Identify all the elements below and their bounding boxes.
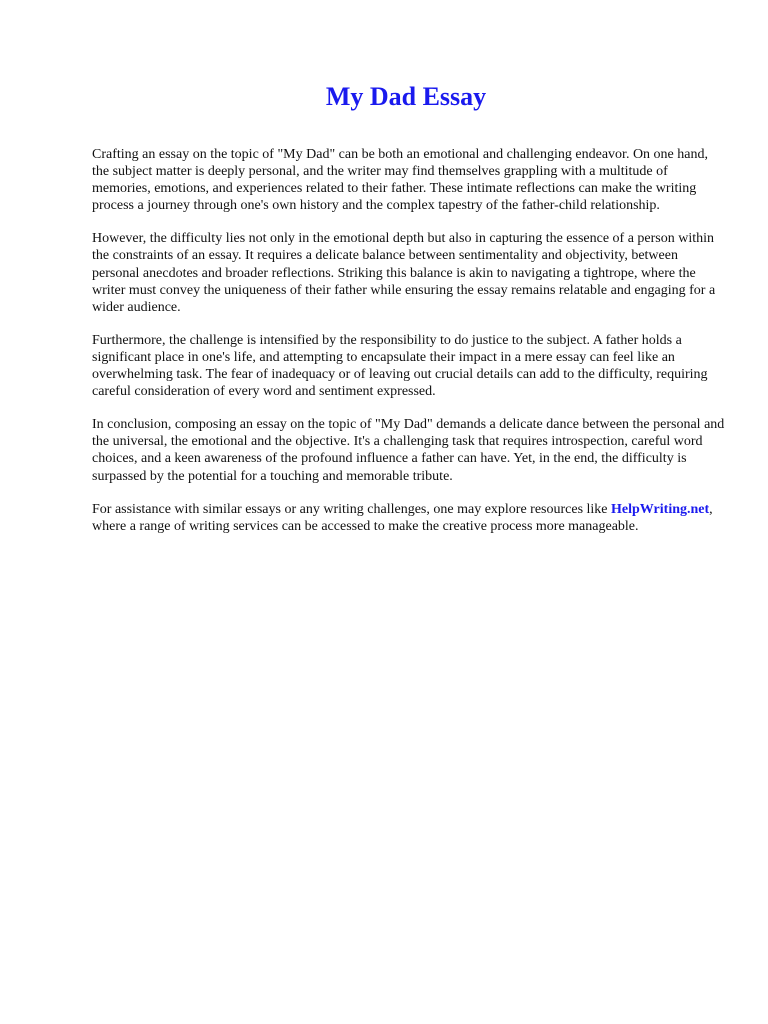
paragraph-5-outro: , where a range of writing services can be accessed to make the creative process more manageable. [92,501,713,534]
paragraph-5 [92,501,726,535]
essay-body [92,146,726,551]
paragraph-5-intro: For assistance with similar essays or any writing challenges, one may explore resources like [92,501,612,517]
paragraph-1: Crafting an essay on the topic of "My Dad" can be both an emotional and challenging endeavor. On one hand, the subject matter is deeply personal, and the writer may find themselves grappling with a multitude of memories, emotions, and experiences related to their father. These intimate reflections can make the writing process a journey through one's own history and the complex tapestry of the father-child relationship. [92,147,708,214]
page-title: My Dad Essay [325,82,487,111]
paragraph-3: Furthermore, the challenge is intensified by the responsibility to do justice to the subject. A father holds a significant place in one's life, and attempting to encapsulate their impact in a mere essay can feel like an overwhelming task. The fear of inadequacy or of leaving out crucial details can add to the difficulty, requiring careful consideration of every word and sentiment expressed. [92,332,708,400]
helpwriting-link[interactable]: HelpWriting.net [611,501,710,517]
paragraph-4: In conclusion, composing an essay on the topic of "My Dad" demands a delicate dance between the personal and the universal, the emotional and the objective. It's a challenging task that requires introspection, careful word choices, and a keen awareness of the profound influence a father can have. Yet, in the end, the difficulty is surpassed by the potential for a touching and memorable tribute. [92,417,725,484]
paragraph-2: However, the difficulty lies not only in the emotional depth but also in capturing the essence of a person within the constraints of an essay. It requires a delicate balance between sentimentality and objectivity, between personal anecdotes and broader reflections. Striking this balance is akin to navigating a tightrope, where the writer must convey the uniqueness of their father while ensuring the essay remains relatable and engaging for a wider audience. [92,231,716,315]
